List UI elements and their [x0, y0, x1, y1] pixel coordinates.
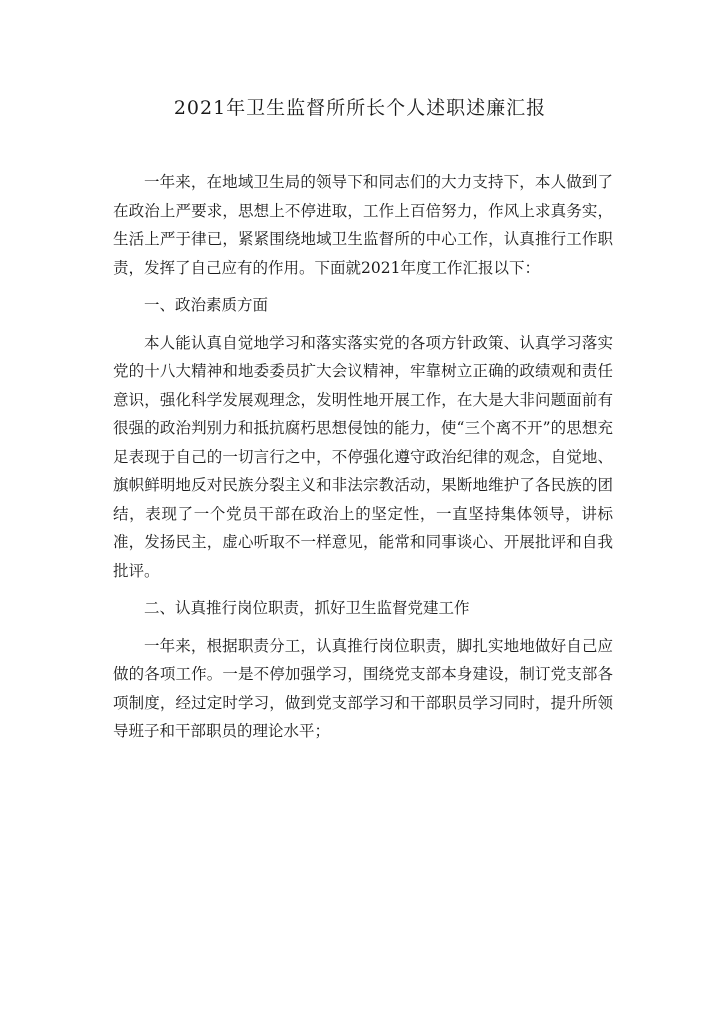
document-body: [113, 168, 613, 755]
section-heading-political: 一、政治素质方面: [144, 296, 269, 314]
political-paragraph: 本人能认真自觉地学习和落实落实党的各项方针政策、认真学习落实党的十八大精神和地委委员扩大会议精神，牢靠树立正确的政绩观和责任意识，强化科学发展观理念，发明性地开展工作，在大是大非问题面前有很强的政治判别力和抵抗腐朽思想侵蚀的能力，使“三个离不开”的思想充足表现于自己的一切言行之中，不停强化遵守政治纪律的观念，自觉地、旗帜鲜明地反对民族分裂主义和非法宗教活动，果断地维护了各民族的团结，表现了一个党员干部在政治上的坚定性，一直坚持集体领导，讲标准，发扬民主，虚心听取不一样意见，能常和同事谈心、开展批评和自我批评。: [113, 333, 613, 580]
intro-paragraph: 一年来，在地域卫生局的领导下和同志们的大力支持下，本人做到了在政治上严要求，思想上不停进取，工作上百倍努力，作风上求真务实，生活上严于律已，紧紧围绕地域卫生监督所的中心工作，认真推行工作职责，发挥了自己应有的作用。下面就2021年度工作汇报以下：: [113, 173, 613, 277]
document-title: 2021年卫生监督所所长个人述职述廉汇报: [173, 97, 547, 119]
duties-paragraph: 一年来，根据职责分工，认真推行岗位职责，脚扎实地地做好自己应做的各项工作。一是不停加强学习，围绕党支部本身建设，制订党支部各项制度，经过定时学习，做到党支部学习和干部职员学习同时，提升所领导班子和干部职员的理论水平；: [113, 636, 613, 740]
section-heading-duties: 二、认真推行岗位职责，抓好卫生监督党建工作: [144, 599, 470, 617]
